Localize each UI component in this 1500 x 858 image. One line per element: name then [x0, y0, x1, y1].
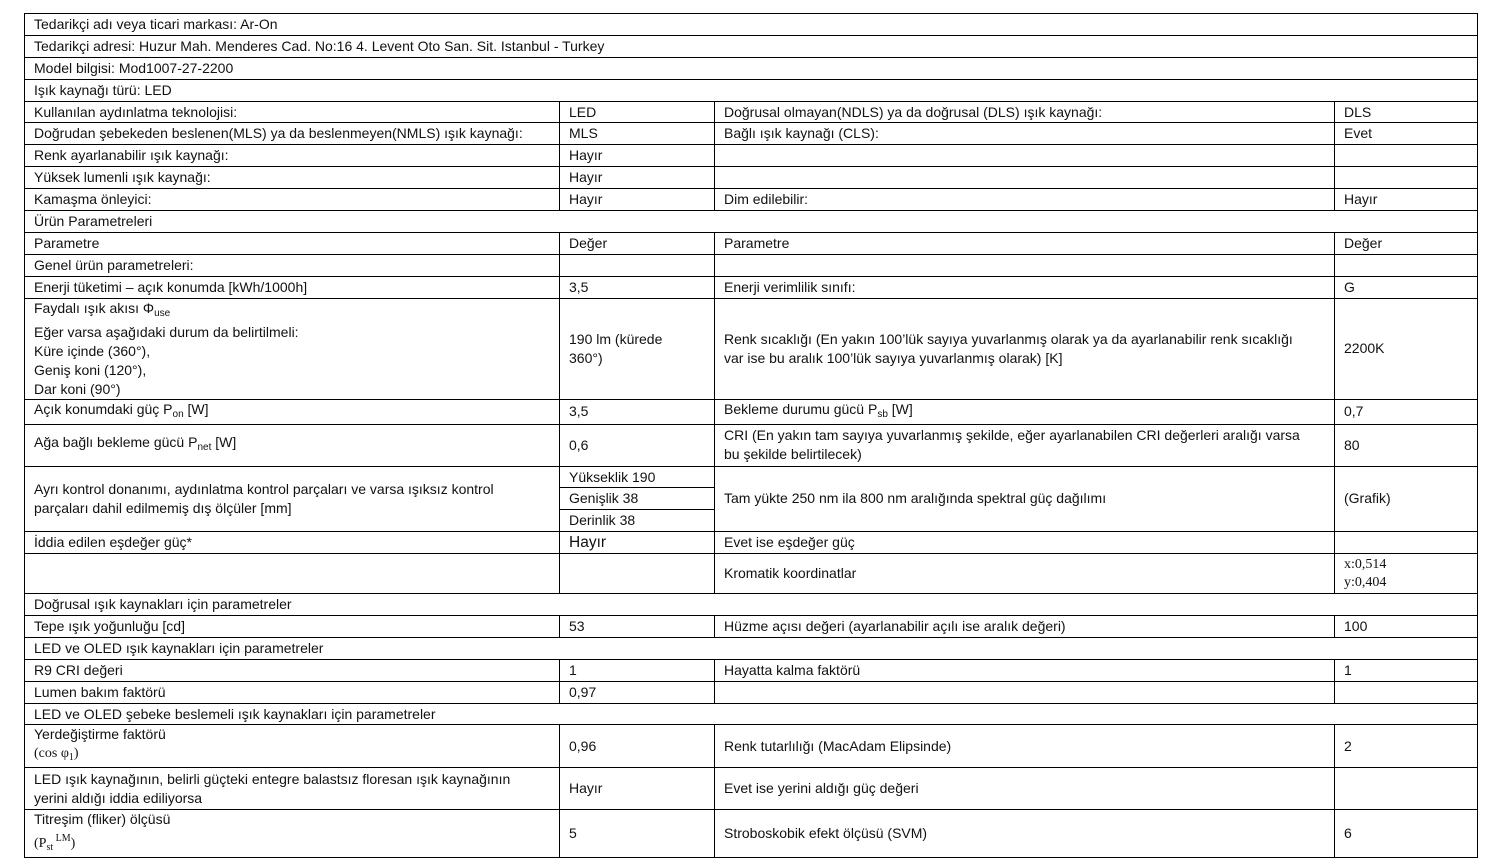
- standby-power-label: Bekleme durumu gücü P: [724, 400, 878, 417]
- table-row: [25, 768, 1478, 810]
- param-label: Enerji tüketimi – açık konumda [kWh/1000h]: [25, 276, 560, 298]
- empty-cell: [1335, 532, 1478, 554]
- param-label: Kamaşma önleyici:: [25, 189, 560, 211]
- param-label: Evet ise yerini aldığı güç değeri: [715, 768, 1335, 810]
- param-label: İddia edilen eşdeğer güç*: [25, 532, 560, 554]
- empty-cell: [715, 167, 1335, 189]
- param-label: Kullanılan aydınlatma teknolojisi:: [25, 101, 560, 123]
- param-value: 3,5: [560, 276, 715, 298]
- table-row: [25, 211, 1478, 233]
- param-value: 1: [1335, 659, 1478, 681]
- section-title: Ürün Parametreleri: [25, 211, 1478, 233]
- empty-cell: [560, 554, 715, 594]
- table-row: [25, 35, 1478, 57]
- param-label: [25, 399, 560, 424]
- table-row: [25, 637, 1478, 659]
- table-row: [25, 276, 1478, 298]
- chromatic-y: y:0,404: [1344, 574, 1387, 590]
- displacement-label-line1: Yerdeğiştirme faktörü: [34, 726, 166, 743]
- param-label: Doğrusal olmayan(NDLS) ya da doğrusal (DLS) ışık kaynağı:: [715, 101, 1335, 123]
- dimension-depth: Derinlik 38: [560, 510, 715, 532]
- empty-cell: [1335, 167, 1478, 189]
- table-row: [25, 703, 1478, 725]
- param-value: (Grafik): [1335, 466, 1478, 532]
- param-value: 2200K: [1335, 298, 1478, 399]
- table-row: [25, 79, 1478, 101]
- param-value: 100: [1335, 616, 1478, 638]
- cri-label-line1: CRI (En yakın tam sayıya yuvarlanmış şekilde, eğer ayarlanabilen CRI değerleri aralığı varsa: [724, 427, 1300, 444]
- param-label: Lumen bakım faktörü: [25, 681, 560, 703]
- flux-sphere: Küre içinde (360°),: [34, 342, 151, 359]
- param-value: Evet: [1335, 123, 1478, 145]
- table-row: [25, 810, 1478, 858]
- param-value: Hayır: [560, 167, 715, 189]
- table-row: [25, 298, 1478, 399]
- param-label: [25, 424, 560, 466]
- section-title: Doğrusal ışık kaynakları için parametreler: [25, 594, 1478, 616]
- param-label: Bağlı ışık kaynağı (CLS):: [715, 123, 1335, 145]
- cri-label-line2: bu şekilde belirtilecek): [724, 446, 862, 463]
- color-temp-label-line1: Renk sıcaklığı (En yakın 100’lük sayıya yuvarlanmış olarak ya da ayarlanabilir renk sıcaklığı: [724, 330, 1293, 347]
- model-info: Model bilgisi: Mod1007-27-2200: [25, 57, 1478, 79]
- param-label: [25, 768, 560, 810]
- param-value: 0,6: [560, 424, 715, 466]
- table-row: [25, 616, 1478, 638]
- param-label: [25, 298, 560, 399]
- param-value: 5: [560, 810, 715, 858]
- param-label: [25, 810, 560, 858]
- empty-cell: [1335, 768, 1478, 810]
- supplier-name: Tedarikçi adı veya ticari markası: Ar-On: [25, 14, 1478, 36]
- product-information-sheet: [24, 13, 1478, 858]
- dimensions-label-line1: Ayrı kontrol donanımı, aydınlatma kontrol parçaları ve varsa ışıksız kontrol: [34, 480, 494, 497]
- flux-subscript: use: [154, 307, 171, 319]
- table-row: [25, 399, 1478, 424]
- param-value: Hayır: [560, 189, 715, 211]
- param-value: 80: [1335, 424, 1478, 466]
- displacement-label-end: ): [73, 746, 79, 762]
- flicker-label-line1: Titreşim (fliker) ölçüsü: [34, 811, 171, 828]
- table-row: [25, 232, 1478, 254]
- param-label: Tam yükte 250 nm ila 800 nm aralığında spektral güç dağılımı: [715, 466, 1335, 532]
- table-row: [25, 14, 1478, 36]
- param-value: [560, 298, 715, 399]
- light-source-type: Işık kaynağı türü: LED: [25, 79, 1478, 101]
- flux-note: Eğer varsa aşağıdaki durum da belirtilmeli:: [34, 323, 299, 340]
- param-label: Doğrudan şebekeden beslenen(MLS) ya da beslenmeyen(NMLS) ışık kaynağı:: [25, 123, 560, 145]
- table-row: [25, 254, 1478, 276]
- param-value: MLS: [560, 123, 715, 145]
- column-header: Değer: [560, 232, 715, 254]
- flux-wide-cone: Geniş koni (120°),: [34, 361, 147, 378]
- dimension-width: Genişlik 38: [560, 488, 715, 510]
- on-power-label: Açık konumdaki güç P: [34, 400, 173, 417]
- empty-cell: [560, 254, 715, 276]
- param-label: Renk tutarlılığı (MacAdam Elipsinde): [715, 725, 1335, 768]
- param-value: 1: [560, 659, 715, 681]
- param-label: [715, 298, 1335, 399]
- empty-cell: [715, 145, 1335, 167]
- param-label: R9 CRI değeri: [25, 659, 560, 681]
- flicker-label-line2: (P: [34, 836, 47, 852]
- param-label: Kromatik koordinatlar: [715, 554, 1335, 594]
- table-row: [25, 554, 1478, 594]
- param-label: [715, 399, 1335, 424]
- param-label: Evet ise eşdeğer güç: [715, 532, 1335, 554]
- empty-cell: [1335, 145, 1478, 167]
- net-standby-subscript: net: [197, 442, 212, 454]
- param-value: DLS: [1335, 101, 1478, 123]
- chromatic-x: x:0,514: [1344, 556, 1387, 572]
- standby-power-subscript: sb: [877, 408, 888, 420]
- displacement-subscript: 1: [68, 752, 74, 764]
- param-value: 6: [1335, 810, 1478, 858]
- flicker-superscript: LM: [53, 833, 71, 845]
- table-row: [25, 659, 1478, 681]
- standby-power-unit: [W]: [887, 400, 913, 417]
- table-row: [25, 594, 1478, 616]
- net-standby-unit: [W]: [211, 434, 237, 451]
- param-label: Renk ayarlanabilir ışık kaynağı:: [25, 145, 560, 167]
- table-row: [25, 189, 1478, 211]
- flux-label: Faydalı ışık akısı Φ: [34, 299, 155, 316]
- on-power-subscript: on: [172, 408, 184, 420]
- replacement-label-line2: yerini aldığı iddia ediliyorsa: [34, 789, 203, 806]
- empty-cell: [715, 681, 1335, 703]
- param-value: 53: [560, 616, 715, 638]
- param-value: G: [1335, 276, 1478, 298]
- param-label: Dim edilebilir:: [715, 189, 1335, 211]
- supplier-address: Tedarikçi adresi: Huzur Mah. Menderes Cad. No:16 4. Levent Oto San. Sit. Istanbul - Turkey: [25, 35, 1478, 57]
- param-label: Tepe ışık yoğunluğu [cd]: [25, 616, 560, 638]
- flicker-subscript: st: [46, 842, 54, 854]
- param-value: 3,5: [560, 399, 715, 424]
- param-value: 0,96: [560, 725, 715, 768]
- column-header: Parametre: [25, 232, 560, 254]
- param-value: LED: [560, 101, 715, 123]
- table-row: [25, 123, 1478, 145]
- param-label: Enerji verimlilik sınıfı:: [715, 276, 1335, 298]
- param-label: [25, 466, 560, 532]
- empty-cell: [1335, 681, 1478, 703]
- param-value: [1335, 554, 1478, 594]
- dimensions-label-line2: parçaları dahil edilmemiş dış ölçüler [mm]: [34, 499, 292, 516]
- param-label: [25, 725, 560, 768]
- param-value: 0,7: [1335, 399, 1478, 424]
- param-label: Hayatta kalma faktörü: [715, 659, 1335, 681]
- section-title: LED ve OLED ışık kaynakları için parametreler: [25, 637, 1478, 659]
- param-value: Hayır: [560, 768, 715, 810]
- table-row: [25, 57, 1478, 79]
- param-value: 2: [1335, 725, 1478, 768]
- column-header: Parametre: [715, 232, 1335, 254]
- empty-cell: [25, 554, 560, 594]
- param-label: [715, 424, 1335, 466]
- param-label: Hüzme açısı değeri (ayarlanabilir açılı ise aralık değeri): [715, 616, 1335, 638]
- param-value: Hayır: [1335, 189, 1478, 211]
- dimension-height: Yükseklik 190: [560, 466, 715, 488]
- section-subtitle: Genel ürün parametreleri:: [25, 254, 560, 276]
- flicker-label-end: ): [70, 836, 76, 852]
- color-temp-label-line2: var ise bu aralık 100’lük sayıya yuvarlanmış olarak) [K]: [724, 349, 1063, 366]
- param-value: 0,97: [560, 681, 715, 703]
- table-row: [25, 725, 1478, 768]
- table-row: [25, 466, 1478, 488]
- param-value: Hayır: [560, 532, 715, 554]
- replacement-label-line1: LED ışık kaynağının, belirli güçteki entegre balastsız floresan ışık kaynağının: [34, 770, 511, 787]
- table-row: [25, 424, 1478, 466]
- param-label: Yüksek lumenli ışık kaynağı:: [25, 167, 560, 189]
- empty-cell: [715, 254, 1335, 276]
- flux-value-line2: 360°): [569, 349, 603, 366]
- param-label: Stroboskobik efekt ölçüsü (SVM): [715, 810, 1335, 858]
- net-standby-label: Ağa bağlı bekleme gücü P: [34, 434, 198, 451]
- displacement-label-line2: (cos φ: [34, 746, 69, 762]
- section-title: LED ve OLED şebeke beslemeli ışık kaynakları için parametreler: [25, 703, 1478, 725]
- table-row: [25, 681, 1478, 703]
- on-power-unit: [W]: [183, 400, 209, 417]
- flux-narrow-cone: Dar koni (90°): [34, 380, 121, 397]
- param-value: Hayır: [560, 145, 715, 167]
- flux-value-line1: 190 lm (kürede: [569, 330, 663, 347]
- column-header: Değer: [1335, 232, 1478, 254]
- empty-cell: [1335, 254, 1478, 276]
- table-row: [25, 101, 1478, 123]
- table-row: [25, 167, 1478, 189]
- table-row: [25, 145, 1478, 167]
- table-row: [25, 532, 1478, 554]
